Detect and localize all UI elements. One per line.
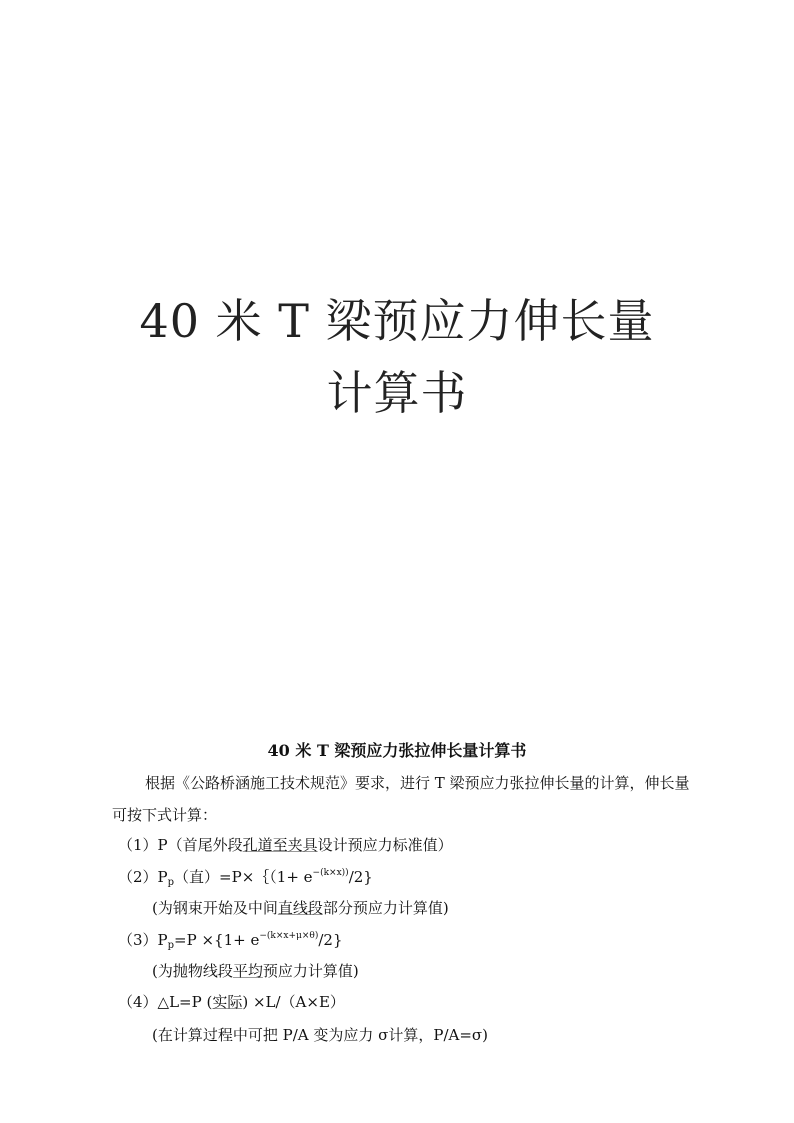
formula-3-exponent: −(k×x+μ×θ)	[259, 931, 319, 941]
formula-1-marked-text: 孔道至夹具	[242, 836, 318, 854]
formula-2-note-marked-text: 直线段	[277, 899, 323, 917]
formula-3-note	[152, 964, 359, 979]
cover-title-line-1: 40 米 T 梁预应力伸长量	[139, 294, 655, 348]
formula-4-suffix: ) ×L/（A×E）	[242, 993, 345, 1011]
formula-2-end: /2}	[348, 868, 373, 886]
formula-3-note-marked-text: 平均	[232, 962, 263, 980]
formula-3-body: =P ×{1+ e	[174, 931, 260, 949]
intro-paragraph-line-1: 根据《公路桥涵施工技术规范》要求，进行 T 梁预应力张拉伸长量的计算，伸长量	[145, 774, 690, 792]
intro-paragraph-line-2: 可按下式计算：	[112, 806, 218, 824]
formula-3-end: /2}	[318, 931, 343, 949]
formula-3-note-prefix: (为抛物线段	[152, 962, 233, 980]
formula-3	[118, 932, 342, 951]
formula-2	[118, 869, 373, 888]
formula-2-exponent: −(k×x))	[312, 868, 349, 878]
formula-4-note: (在计算过程中可把 P/A 变为应力 σ计算，P/A=σ)	[152, 1026, 489, 1044]
formula-3-number: （3）P	[118, 931, 168, 949]
formula-2-number: （2）P	[118, 868, 168, 886]
formula-4	[118, 995, 345, 1010]
formula-4-marked-text: 实际	[212, 993, 243, 1011]
formula-1-suffix: 设计预应力标准值）	[317, 836, 453, 854]
formula-2-note	[152, 901, 449, 916]
formula-4-prefix: （4）△L=P (	[118, 993, 213, 1011]
formula-1	[118, 838, 453, 853]
formula-2-body: （直）=P×｛（1+ e	[174, 868, 313, 886]
formula-2-subscript: p	[167, 877, 175, 888]
formula-3-subscript: p	[167, 940, 175, 951]
formula-1-prefix: （1）P（首尾外段	[118, 836, 243, 854]
formula-3-note-suffix: 预应力计算值)	[262, 962, 359, 980]
formula-2-note-suffix: 部分预应力计算值)	[322, 899, 449, 917]
formula-2-note-prefix: (为钢束开始及中间	[152, 899, 278, 917]
cover-title-line-2: 计算书	[326, 366, 468, 420]
section-title: 40 米 T 梁预应力张拉伸长量计算书	[267, 741, 527, 760]
